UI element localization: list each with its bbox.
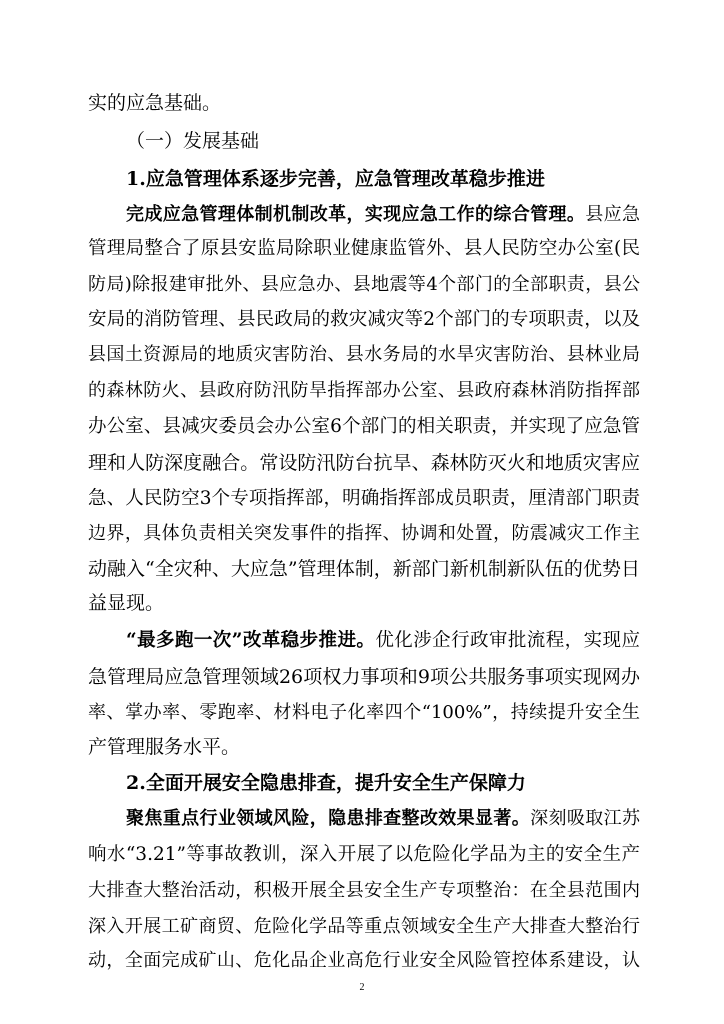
text-line bbox=[88, 414, 640, 440]
text-line bbox=[88, 90, 640, 116]
text-line bbox=[126, 628, 640, 654]
bold-lead-sentence: 聚焦重点行业领域风险，隐患排查整改效果显著。 bbox=[126, 808, 531, 829]
text-line bbox=[88, 521, 640, 547]
text-line bbox=[88, 342, 640, 368]
text-line bbox=[88, 842, 640, 868]
text-line bbox=[88, 700, 640, 726]
text-run: 理和人防深度融合。常设防汛防台抗旱、森林防灭火和地质灾害应 bbox=[88, 452, 640, 474]
text-run: 产管理服务水平。 bbox=[88, 736, 241, 758]
text-line bbox=[88, 590, 640, 616]
section-heading bbox=[126, 128, 640, 154]
text-run: 大排查大整治活动，积极开展全县安全生产专项整治：在全县范围内 bbox=[88, 880, 640, 901]
text-run: 防局)除报建审批外、县应急办、县地震等4个部门的全部职责，县公 bbox=[88, 274, 640, 295]
text-line bbox=[88, 878, 640, 904]
text-line bbox=[88, 948, 640, 974]
text-line bbox=[88, 734, 640, 760]
text-run: 的森林防火、县政府防汛防旱指挥部办公室、县政府森林消防指挥部 bbox=[88, 380, 640, 401]
text-run: 办公室、县减灾委员会办公室6个部门的相关职责，并实现了应急管 bbox=[88, 416, 640, 437]
text-run: 响水“3.21”等事故教训，深入开展了以危险化学品为主的安全生产 bbox=[88, 844, 640, 865]
text-run: 县国土资源局的地质灾害防治、县水务局的水旱灾害防治、县林业局 bbox=[88, 344, 640, 365]
text-line bbox=[88, 378, 640, 404]
subsection-heading bbox=[126, 166, 640, 192]
text-line bbox=[88, 272, 640, 298]
text-line bbox=[88, 914, 640, 940]
text-line bbox=[88, 450, 640, 476]
text-run: 1.应急管理体系逐步完善，应急管理改革稳步推进 bbox=[126, 168, 545, 190]
text-line bbox=[88, 664, 640, 690]
text-run: 深入开展工矿商贸、危险化学品等重点领域安全生产大排查大整治行 bbox=[88, 916, 640, 937]
text-line bbox=[88, 556, 640, 582]
bold-lead-sentence: “最多跑一次”改革稳步推进。 bbox=[126, 630, 376, 651]
bold-lead-sentence: 完成应急管理体制机制改革，实现应急工作的综合管理。 bbox=[126, 204, 586, 225]
text-line bbox=[88, 307, 640, 333]
text-run: 优化涉企行政审批流程，实现应 bbox=[375, 630, 640, 651]
text-run: 县应急 bbox=[585, 204, 640, 225]
text-run: 安局的消防管理、县民政局的救灾减灾等2个部门的专项职责，以及 bbox=[88, 309, 640, 330]
text-run: 急管理局应急管理领域26项权力事项和9项公共服务事项实现网办 bbox=[88, 666, 640, 688]
text-run: 2.全面开展安全隐患排查，提升安全生产保障力 bbox=[126, 772, 526, 794]
page-number: 2 bbox=[359, 982, 365, 993]
text-line bbox=[88, 486, 640, 512]
text-line bbox=[126, 202, 640, 228]
text-run: 动融入“全灾种、大应急”管理体制，新部门新机制新队伍的优势日 bbox=[88, 558, 640, 580]
text-run: （一）发展基础 bbox=[126, 130, 260, 152]
text-run: 益显现。 bbox=[88, 592, 165, 614]
text-run: 率、掌办率、零跑率、材料电子化率四个“100%”，持续提升安全生 bbox=[88, 702, 640, 723]
text-run: 实的应急基础。 bbox=[88, 92, 222, 114]
text-run: 边界，具体负责相关突发事件的指挥、协调和处置，防震减灾工作主 bbox=[88, 523, 640, 544]
text-run: 急、人民防空3个专项指挥部，明确指挥部成员职责，厘清部门职责 bbox=[88, 488, 640, 509]
text-run: 动，全面完成矿山、危化品企业高危行业安全风险管控体系建设，认 bbox=[88, 950, 640, 971]
text-run: 深刻吸取江苏 bbox=[530, 808, 640, 829]
text-line bbox=[126, 806, 640, 832]
subsection-heading bbox=[126, 770, 640, 796]
text-run: 管理局整合了原县安监局除职业健康监管外、县人民防空办公室(民 bbox=[88, 238, 640, 259]
text-line bbox=[88, 236, 640, 262]
